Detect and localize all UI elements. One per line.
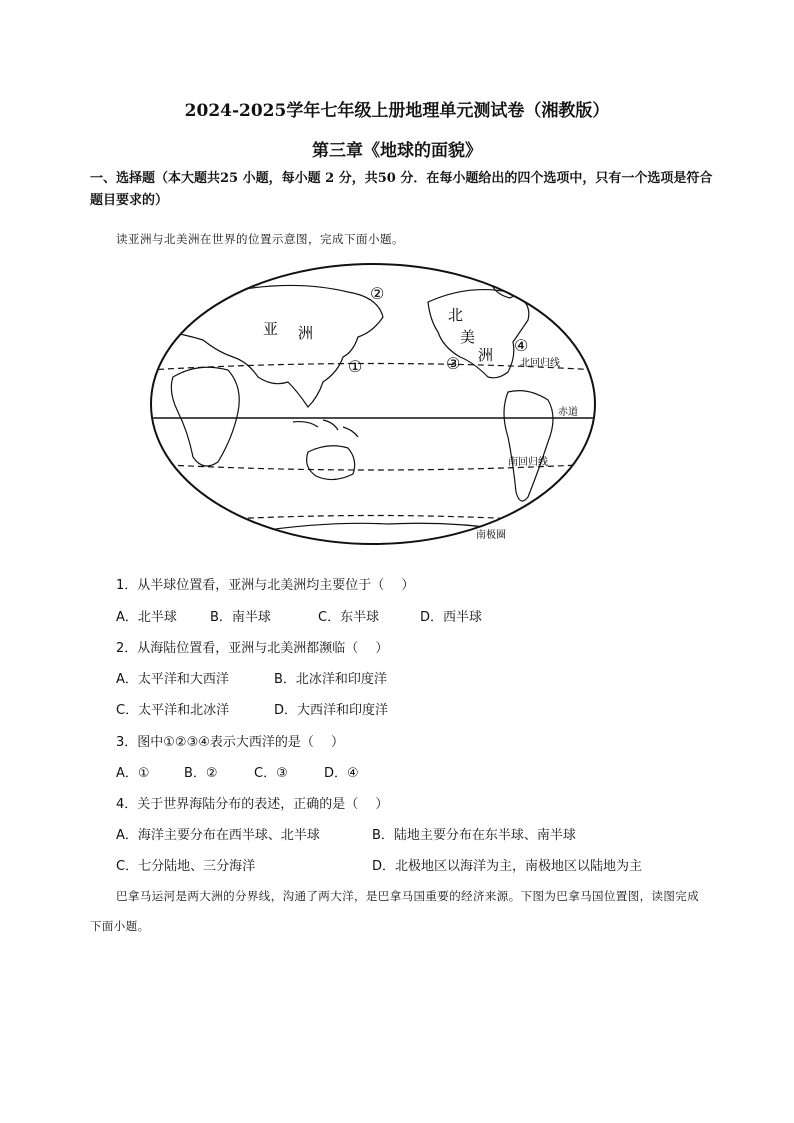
asia-label-1: 亚 — [263, 320, 279, 338]
q3-option-a[interactable]: A．① — [116, 766, 150, 781]
chapter-subtitle: 第三章《地球的面貌》 — [312, 141, 482, 161]
q4-option-c[interactable]: C．七分陆地、三分海洋 — [116, 859, 256, 874]
q4-option-b[interactable]: B．陆地主要分布在东半球、南半球 — [372, 828, 576, 843]
q4-option-d[interactable]: D．北极地区以海洋为主，南极地区以陆地为主 — [372, 859, 643, 874]
na-label-3: 洲 — [478, 346, 494, 364]
q3-option-b[interactable]: B．② — [184, 766, 218, 781]
marker-4: ④ — [514, 336, 529, 355]
marker-2: ② — [370, 284, 385, 303]
equator-label: 赤道 — [558, 407, 578, 418]
question-2-stem: 2．从海陆位置看，亚洲与北美洲都濒临（ ） — [116, 641, 389, 656]
q1-option-a[interactable]: A．北半球 — [116, 610, 177, 625]
q1-option-b[interactable]: B．南半球 — [210, 610, 271, 625]
question-1-stem: 1．从半球位置看，亚洲与北美洲均主要位于（ ） — [116, 578, 415, 593]
page-title: 2024-2025学年七年级上册地理单元测试卷（湘教版） — [184, 101, 610, 121]
question-4-stem: 4．关于世界海陆分布的表述，正确的是（ ） — [116, 797, 389, 812]
q2-option-b[interactable]: B．北冰洋和印度洋 — [274, 672, 387, 687]
q1-option-d[interactable]: D．西半球 — [420, 610, 483, 625]
map-frame — [151, 264, 595, 544]
tropic-capricorn-label: 南回归线 — [508, 457, 548, 468]
asia-label-2: 洲 — [298, 324, 314, 342]
na-label-1: 北 — [448, 306, 464, 324]
q4-option-a[interactable]: A．海洋主要分布在西半球、北半球 — [116, 828, 320, 843]
marker-3: ③ — [446, 354, 461, 373]
q1-option-c[interactable]: C．东半球 — [318, 610, 380, 625]
question-3-stem: 3．图中①②③④表示大西洋的是（ ） — [116, 735, 345, 750]
marker-1: ① — [348, 357, 363, 376]
section-heading: 一、选择题（本大题共25 小题，每小题 2 分，共50 分．在每小题给出的四个选项中，只有一个选项是符合题目要求的） — [90, 171, 713, 208]
passage-2: 巴拿马运河是两大洲的分界线，沟通了两大洋，是巴拿马国重要的经济来源。下图为巴拿马国位置图，读图完成下面小题。 — [90, 889, 700, 933]
q2-option-d[interactable]: D．大西洋和印度洋 — [274, 703, 389, 718]
world-map — [148, 262, 598, 562]
q3-option-c[interactable]: C．③ — [254, 766, 288, 781]
tropic-cancer-label: 北回归线 — [520, 358, 560, 369]
antarctic-circle-label: 南极圈 — [476, 530, 506, 541]
na-label-2: 美 — [460, 328, 476, 346]
q3-option-d[interactable]: D．④ — [324, 766, 359, 781]
q2-option-c[interactable]: C．太平洋和北冰洋 — [116, 703, 230, 718]
q2-option-a[interactable]: A．太平洋和大西洋 — [116, 672, 229, 687]
map-intro: 读亚洲与北美洲在世界的位置示意图，完成下面小题。 — [116, 232, 404, 246]
